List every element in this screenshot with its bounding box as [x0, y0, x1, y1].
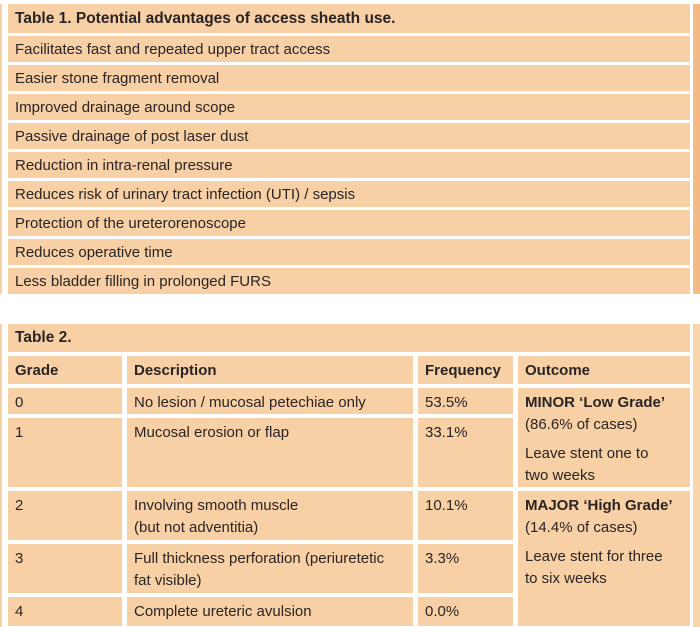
table-1-left-border-strip — [0, 4, 2, 294]
cell-grade: 4 — [8, 597, 122, 626]
outcome-major-cases: (14.4% of cases) — [525, 519, 638, 536]
cell-description: Full thickness perforation (periuretetic fat visible) — [127, 544, 413, 593]
table-row: Less bladder filling in prolonged FURS — [8, 268, 690, 294]
cell-grade: 3 — [8, 544, 122, 593]
cell-description: Complete ureteric avulsion — [127, 597, 413, 626]
outcome-cell-major — [518, 491, 690, 626]
cell-frequency: 53.5% — [418, 388, 513, 414]
outcome-major-heading: MAJOR ‘High Grade’ — [525, 497, 673, 514]
cell-description: Mucosal erosion or flap — [127, 418, 413, 487]
table-1 — [0, 4, 700, 294]
table-2-right-border-strip — [693, 324, 700, 627]
table-2-title: Table 2. — [8, 324, 690, 352]
outcome-cell-minor — [518, 388, 690, 487]
table-row: Reduction in intra-renal pressure — [8, 152, 690, 178]
outcome-minor-heading: MINOR ‘Low Grade’ — [525, 394, 666, 411]
table-row: Facilitates fast and repeated upper tract access — [8, 36, 690, 62]
cell-frequency: 0.0% — [418, 597, 513, 626]
outcome-major-note: Leave stent for three to six weeks — [525, 548, 663, 587]
table-row: Protection of the ureterorenoscope — [8, 210, 690, 236]
table-1-right-border-strip — [693, 4, 700, 294]
table-row: Easier stone fragment removal — [8, 65, 690, 91]
table-2-left-border-strip — [0, 324, 2, 627]
cell-frequency: 3.3% — [418, 544, 513, 593]
table-row: Reduces operative time — [8, 239, 690, 265]
table-row: Improved drainage around scope — [8, 94, 690, 120]
table-1-body — [8, 4, 690, 294]
table-2-body — [8, 324, 690, 626]
table-row: Reduces risk of urinary tract infection (UTI) / sepsis — [8, 181, 690, 207]
column-header-frequency: Frequency — [418, 356, 513, 384]
cell-description: Involving smooth muscle (but not adventitia) — [127, 491, 413, 540]
cell-grade: 2 — [8, 491, 122, 540]
column-header-grade: Grade — [8, 356, 122, 384]
table-row: Passive drainage of post laser dust — [8, 123, 690, 149]
outcome-minor-note: Leave stent one to two weeks — [525, 445, 649, 484]
cell-frequency: 33.1% — [418, 418, 513, 487]
table-2 — [0, 324, 700, 627]
cell-description: No lesion / mucosal petechiae only — [127, 388, 413, 414]
column-header-description: Description — [127, 356, 413, 384]
table-1-title: Table 1. Potential advantages of access sheath use. — [8, 4, 690, 33]
outcome-minor-cases: (86.6% of cases) — [525, 416, 638, 433]
cell-grade: 0 — [8, 388, 122, 414]
cell-frequency: 10.1% — [418, 491, 513, 540]
column-header-outcome: Outcome — [518, 356, 690, 384]
cell-grade: 1 — [8, 418, 122, 487]
